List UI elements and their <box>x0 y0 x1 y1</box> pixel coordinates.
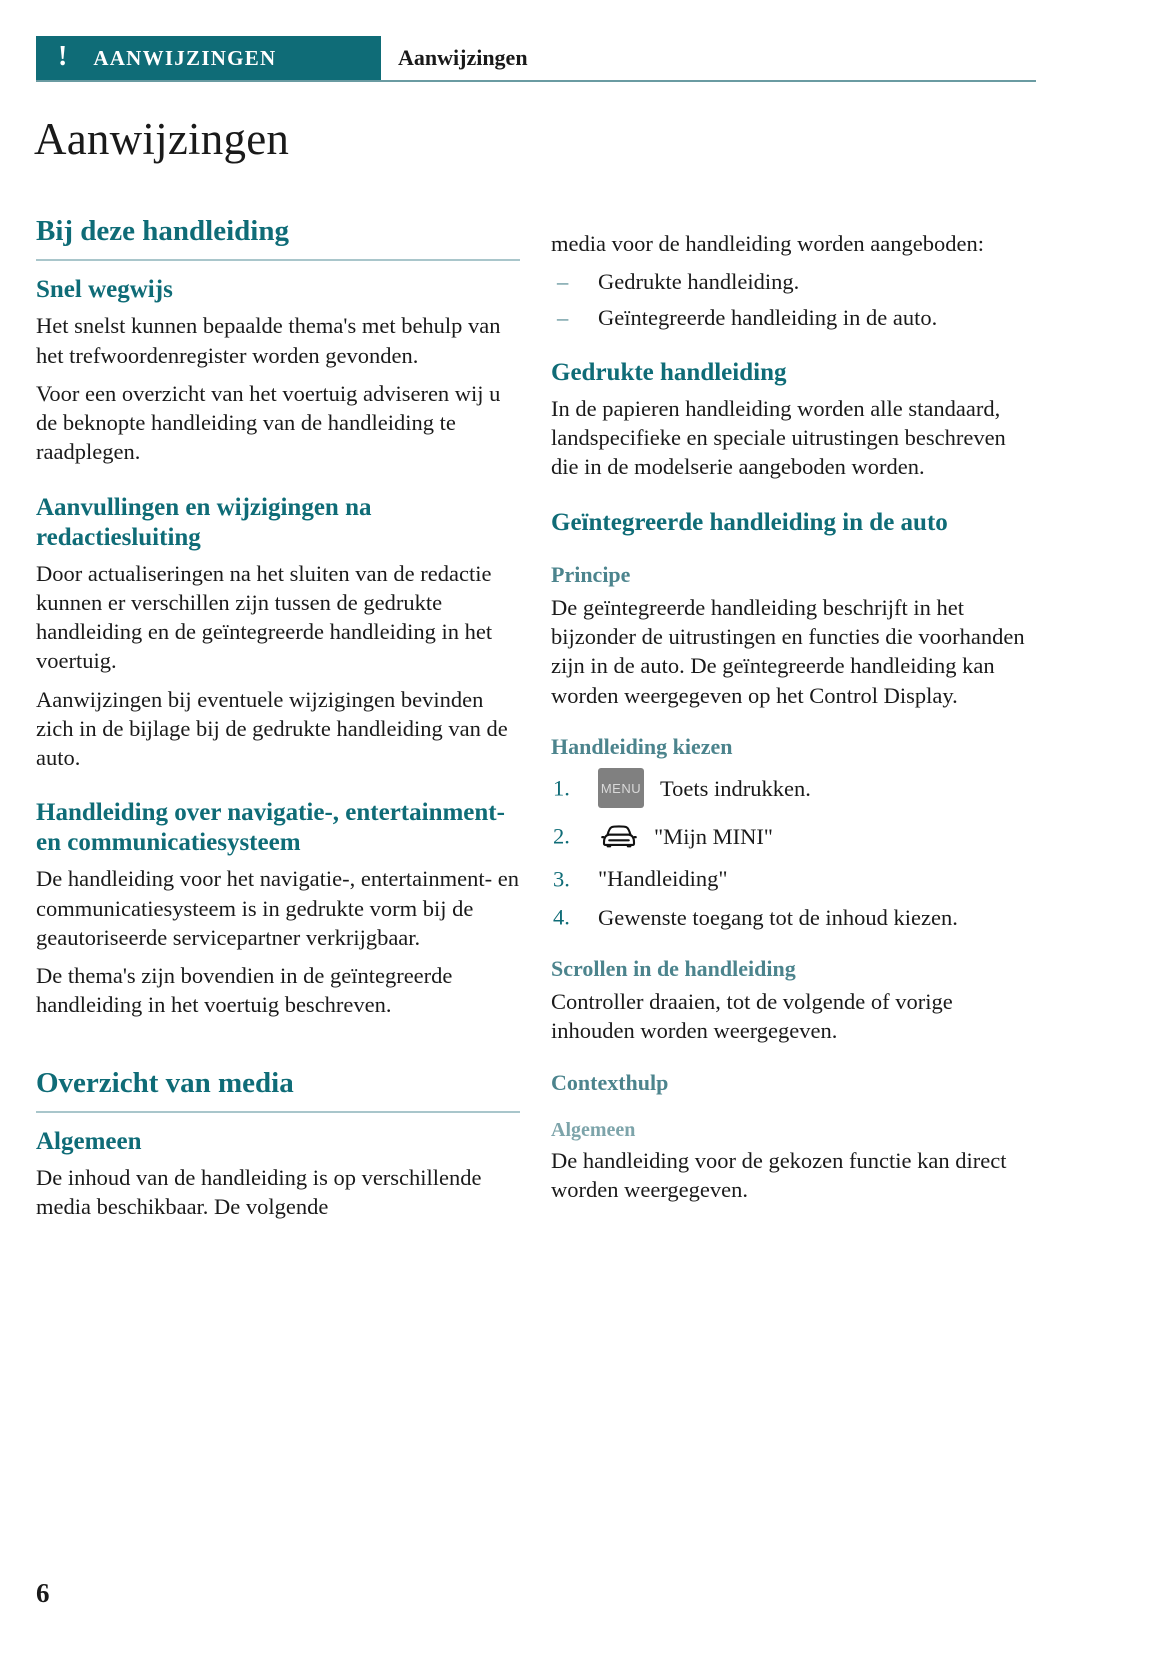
page-title: Aanwijzingen <box>34 114 290 164</box>
section-heading-bij-deze-handleiding: Bij deze handleiding <box>36 215 520 261</box>
menu-key-icon[interactable] <box>598 768 644 808</box>
paragraph: De handleiding voor de gekozen functie kan direct worden weergegeven. <box>551 1148 1007 1203</box>
step-text: "Mijn MINI" <box>654 823 773 849</box>
subheading-principe: Principe <box>551 561 631 587</box>
list-item <box>551 303 1035 332</box>
dash-marker: – <box>557 269 569 295</box>
list-item-step-4 <box>551 903 1035 932</box>
list-item-label: Geïntegreerde handleiding in de auto. <box>598 304 938 330</box>
chapter-tab <box>36 36 381 80</box>
subheading-contexthulp: Contexthulp <box>551 1069 669 1095</box>
list-item-step-1 <box>551 768 1035 808</box>
header-rule <box>36 80 1036 82</box>
paragraph: Aanwijzingen bij eventuele wijzigingen bevinden zich in de bijlage bij de gedrukte handleiding van de auto. <box>36 686 508 771</box>
paragraph-continuation: media voor de handleiding worden aangeboden: <box>551 231 984 256</box>
paragraph: De handleiding voor het navigatie-, entertainment- en communicatiesysteem is in gedrukte vorm bij de geautoriseerde servicepartner verkrijgbaar. <box>36 866 519 950</box>
subheading-scrollen-in-de-handleiding: Scrollen in de handleiding <box>551 955 796 981</box>
menu-key-label: MENU <box>600 780 642 796</box>
step-number: 1. <box>553 775 570 801</box>
subheading-gedrukte-handleiding: Gedrukte handleiding <box>551 358 787 386</box>
list-item-label: Gedrukte handleiding. <box>598 269 800 295</box>
list-item-step-2 <box>551 817 1035 855</box>
chapter-tab-label: AANWIJZINGEN <box>93 45 277 70</box>
subheading-snel-wegwijs: Snel wegwijs <box>36 276 173 304</box>
subheading-handleiding-kiezen: Handleiding kiezen <box>551 733 733 759</box>
dash-marker: – <box>557 304 569 330</box>
step-text: "Handleiding" <box>598 866 728 892</box>
section-heading-overzicht-van-media: Overzicht van media <box>36 1067 520 1113</box>
left-column <box>36 215 520 1222</box>
step-number: 4. <box>553 904 570 930</box>
subheading-contexthulp-algemeen: Algemeen <box>551 1119 636 1142</box>
step-text: Gewenste toegang tot de inhoud kiezen. <box>598 904 958 930</box>
paragraph: Voor een overzicht van het voertuig adviseren wij u de beknopte handleiding van de handleiding te raadplegen. <box>36 380 501 465</box>
paragraph: Door actualiseringen na het sluiten van de redactie kunnen er verschillen zijn tussen de gedrukte handleiding en de geïntegreerde handleiding in het voertuig. <box>36 560 493 674</box>
subheading-geintegreerde-handleiding: Geïntegreerde handleiding in de auto <box>551 508 948 536</box>
step-number: 3. <box>553 866 570 892</box>
paragraph: Controller draaien, tot de volgende of vorige inhouden worden weergegeven. <box>551 989 953 1044</box>
step-text: Toets indrukken. <box>660 775 811 801</box>
subheading-handleiding-over-navigatie: Handleiding over navigatie-, entertainment- en communicatiesysteem <box>36 799 505 857</box>
running-header-chapter: Aanwijzingen <box>398 45 528 70</box>
car-front-icon <box>598 821 640 851</box>
step-number: 2. <box>553 823 570 849</box>
subheading-algemeen: Algemeen <box>36 1128 142 1156</box>
paragraph: De inhoud van de handleiding is op verschillende media beschikbaar. De volgende <box>36 1165 482 1220</box>
page-number: 6 <box>36 1578 50 1608</box>
subheading-aanvullingen-en-wijzigingen: Aanvullingen en wijzigingen na redactiesluiting <box>36 493 372 551</box>
paragraph: In de papieren handleiding worden alle standaard, landspecifieke en speciale uitrustingen beschreven die in de modelserie aangeboden worden. <box>551 395 1006 480</box>
exclamation-mark-icon: ! <box>58 41 68 72</box>
list-item-step-3 <box>551 864 1035 893</box>
paragraph: Het snelst kunnen bepaalde thema's met behulp van het trefwoordenregister worden gevonden. <box>36 313 501 368</box>
paragraph: De geïntegreerde handleiding beschrijft in het bijzonder de uitrustingen en functies die voorhanden zijn in de auto. De geïntegreerde handleiding kan worden weergegeven op het Control Display. <box>551 594 1025 708</box>
running-header <box>36 36 1036 82</box>
media-list <box>551 267 1035 332</box>
list-item <box>551 267 1035 296</box>
right-column <box>551 215 1035 1205</box>
steps-list <box>551 768 1035 932</box>
paragraph: De thema's zijn bovendien in de geïntegreerde handleiding in het voertuig beschreven. <box>36 963 453 1018</box>
